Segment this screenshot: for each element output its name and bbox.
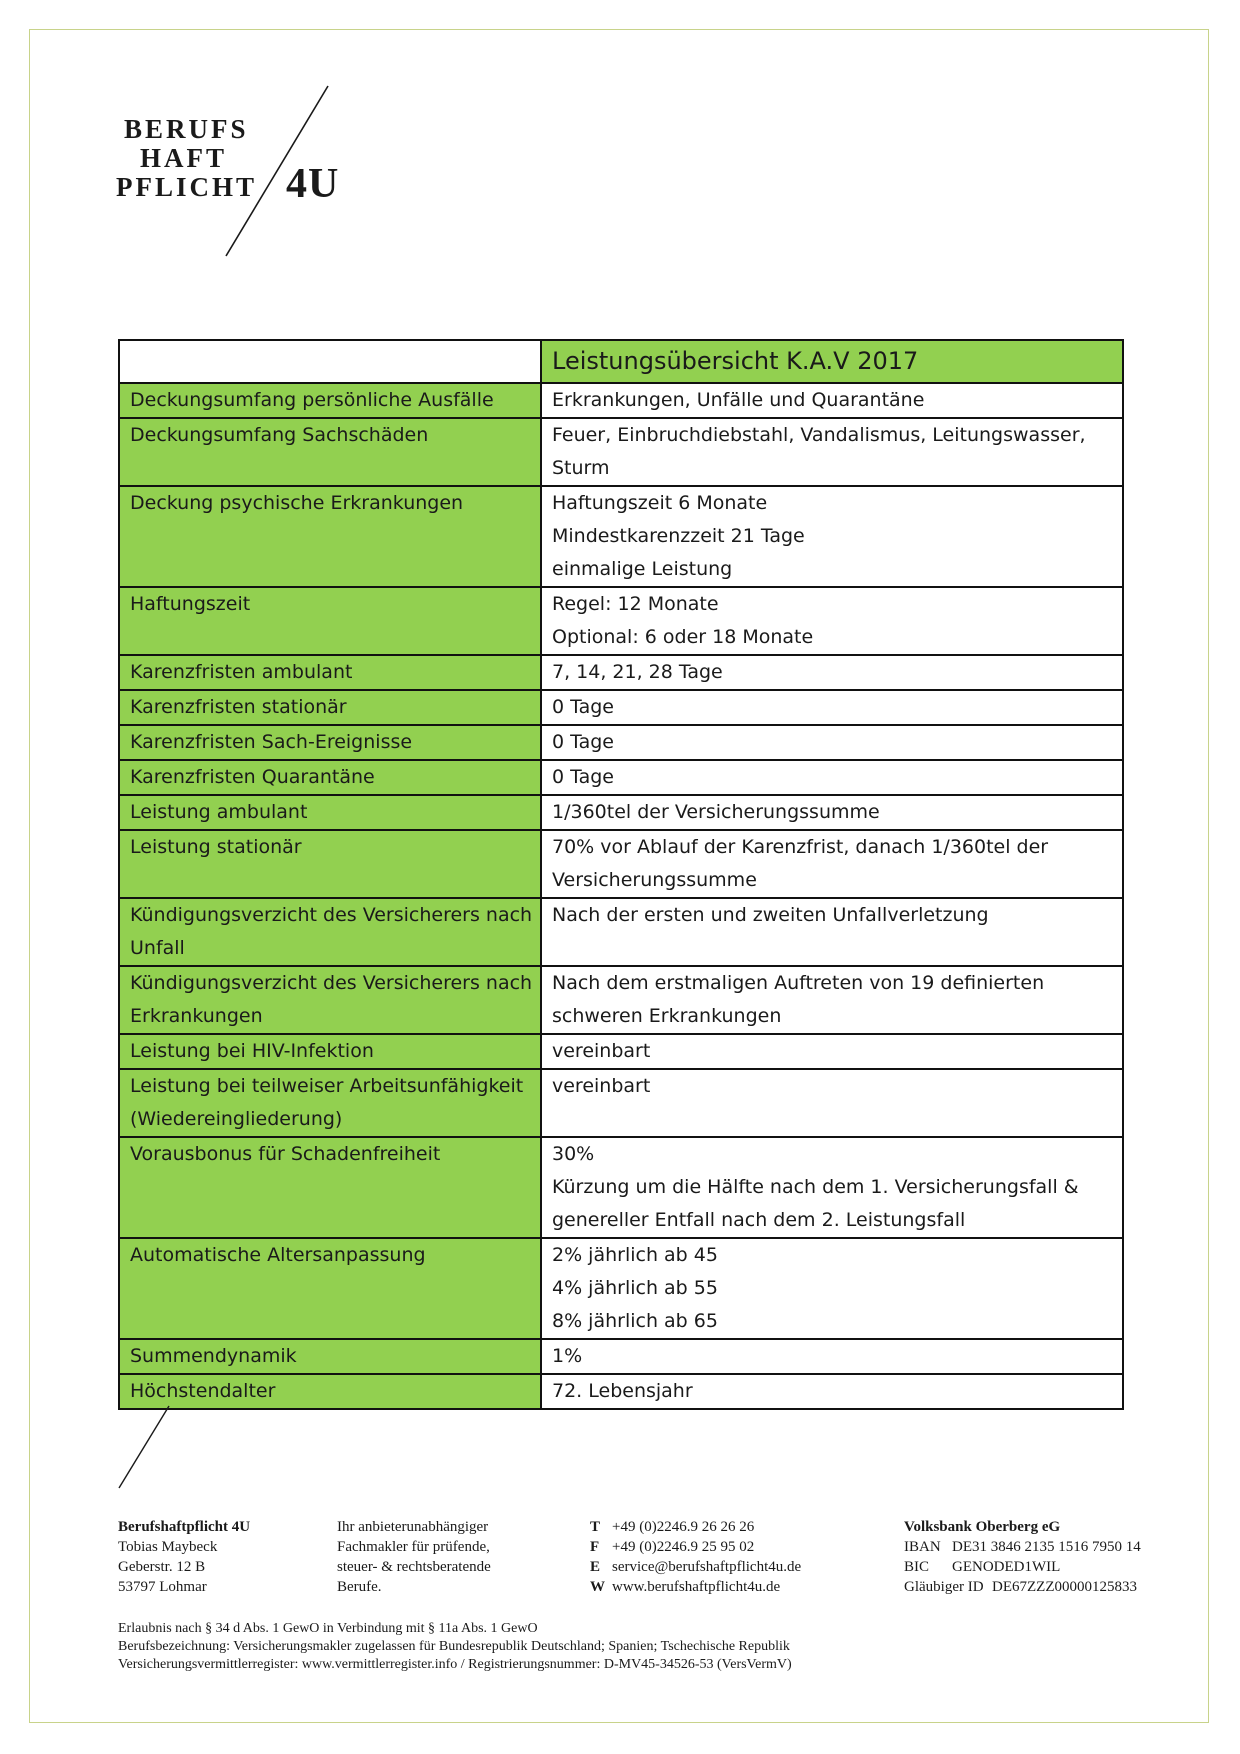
legal-line: Erlaubnis nach § 34 d Abs. 1 GewO in Verbindung mit § 11a Abs. 1 GewO [118,1621,538,1636]
row-label-line: Höchstendalter [130,1380,276,1402]
footer-company-street: Geberstr. 12 B [118,1559,206,1575]
row-label [119,1374,541,1409]
row-label [119,1034,541,1069]
row-value-line: schweren Erkrankungen [552,1005,782,1027]
row-value [541,1374,1123,1409]
footer-tagline-line: Berufe. [337,1579,382,1595]
footer-bank-bic [904,1557,1141,1577]
row-label-line: Leistung bei teilweiser Arbeitsunfähigkeit [130,1075,524,1097]
row-value [541,383,1123,418]
table-row [119,760,1123,795]
row-label-line: Erkrankungen [130,1005,263,1027]
row-value-line: 1% [552,1345,583,1367]
row-value-line: 0 Tage [552,696,614,718]
table-row [119,898,1123,966]
footer-bank [904,1517,1141,1597]
row-value-line: 7, 14, 21, 28 Tage [552,661,723,683]
footer-bank-name: Volksbank Oberberg eG [904,1519,1061,1535]
row-value-line: Regel: 12 Monate [552,593,719,615]
row-value-line: 0 Tage [552,731,614,753]
table-row [119,383,1123,418]
contact-key: W [590,1579,605,1595]
row-label-line: Unfall [130,937,185,959]
table-header-empty [119,340,541,383]
table-row [119,1069,1123,1137]
footer-contact-phone [590,1517,801,1537]
row-value [541,587,1123,655]
row-label [119,655,541,690]
row-value-line: genereller Entfall nach dem 2. Leistungsfall [552,1209,966,1231]
row-label [119,1137,541,1238]
row-label [119,898,541,966]
iban-value: DE31 3846 2135 1516 7950 14 [952,1539,1141,1555]
footer-bank-iban [904,1537,1141,1557]
row-label [119,725,541,760]
row-value-line: 4% jährlich ab 55 [552,1277,718,1299]
logo-word-berufs: BERUFS [124,114,249,144]
row-value-line: Nach der ersten und zweiten Unfallverletzung [552,904,989,926]
row-value-line: 2% jährlich ab 45 [552,1244,718,1266]
footer-contact [590,1517,801,1597]
row-value-line: Nach dem erstmaligen Auftreten von 19 definierten [552,972,1045,994]
logo-word-pflicht: PFLICHT [116,172,258,202]
row-label [119,1238,541,1339]
row-value-line: 0 Tage [552,766,614,788]
row-label-line: Karenzfristen stationär [130,696,347,718]
row-label-line: Karenzfristen Quarantäne [130,766,375,788]
row-label-line: Leistung bei HIV-Infektion [130,1040,374,1062]
row-value [541,1034,1123,1069]
row-value-line: einmalige Leistung [552,558,733,580]
footer-company [118,1517,250,1597]
row-label-line: Kündigungsverzicht des Versicherers nach [130,904,533,926]
row-label-line: Vorausbonus für Schadenfreiheit [130,1143,441,1165]
legal-line: Versicherungsvermittlerregister: www.vermittlerregister.info / Registrierungsnummer: D-MV45-34526-53 (VersVermV) [118,1657,792,1672]
footer-company-city: 53797 Lohmar [118,1579,207,1595]
table-title: Leistungsübersicht K.A.V 2017 [541,340,1123,383]
footer-bank-creditor [904,1577,1141,1597]
creditor-label: Gläubiger ID [904,1579,984,1595]
fax-value: +49 (0)2246.9 25 95 02 [612,1539,755,1555]
table-row [119,655,1123,690]
row-value-line: 30% [552,1143,595,1165]
table-row [119,1034,1123,1069]
row-value [541,418,1123,486]
footer-tagline [337,1517,491,1597]
row-label-line: Automatische Altersanpassung [130,1244,426,1266]
row-value-line: Erkrankungen, Unfälle und Quarantäne [552,389,925,411]
footer-tagline-line: steuer- & rechtsberatende [337,1559,491,1575]
row-value [541,966,1123,1034]
email-link[interactable]: service@berufshaftpflicht4u.de [612,1559,802,1575]
row-value-line: Versicherungssumme [552,869,757,891]
table-header-row [119,340,1123,383]
table-row [119,587,1123,655]
row-value [541,1339,1123,1374]
row-value [541,486,1123,587]
row-label-line: Karenzfristen ambulant [130,661,353,683]
footer-contact-web [590,1577,801,1597]
row-label [119,486,541,587]
row-label-line: Leistung stationär [130,836,302,858]
row-label [119,1069,541,1137]
row-label [119,690,541,725]
row-label [119,966,541,1034]
iban-label: IBAN [904,1539,941,1555]
company-logo [110,80,370,260]
row-value-line: Feuer, Einbruchdiebstahl, Vandalismus, Leitungswasser, [552,424,1086,446]
logo-word-haft: HAFT [140,143,228,173]
row-value-line: Sturm [552,457,610,479]
footer-company-person: Tobias Maybeck [118,1539,218,1555]
row-value [541,655,1123,690]
contact-key: E [590,1559,601,1575]
row-label-line: (Wiedereingliederung) [130,1108,343,1130]
row-value-line: 1/360tel der Versicherungssumme [552,801,880,823]
row-value [541,795,1123,830]
row-label [119,418,541,486]
phone-value[interactable]: +49 (0)2246.9 26 26 26 [612,1519,755,1535]
row-value-line: 70% vor Ablauf der Karenzfrist, danach 1/360tel der [552,836,1049,858]
row-label-line: Deckungsumfang Sachschäden [130,424,429,446]
row-value-line: Haftungszeit 6 Monate [552,492,768,514]
table-row [119,725,1123,760]
table-row [119,1137,1123,1238]
table-row [119,1339,1123,1374]
row-label-line: Deckungsumfang persönliche Ausfälle [130,389,494,411]
footer-tagline-line: Fachmakler für prüfende, [337,1539,490,1555]
table-row [119,418,1123,486]
row-value [541,1137,1123,1238]
row-value-line: Optional: 6 oder 18 Monate [552,626,814,648]
footer-slash-icon [115,1402,175,1492]
row-value [541,725,1123,760]
table-row [119,1374,1123,1409]
footer-company-name: Berufshaftpflicht 4U [118,1519,251,1535]
website-link[interactable]: www.berufshaftpflicht4u.de [612,1579,781,1595]
footer-contact-fax [590,1537,801,1557]
bic-value: GENODED1WIL [952,1559,1061,1575]
row-label-line: Kündigungsverzicht des Versicherers nach [130,972,533,994]
legal-line: Berufsbezeichnung: Versicherungsmakler zugelassen für Bundesrepublik Deutschland; Spanien; Tschechische Republik [118,1639,790,1654]
contact-key: F [590,1539,600,1555]
contact-key: T [590,1519,601,1535]
row-value-line: 72. Lebensjahr [552,1380,693,1402]
row-label-line: Summendynamik [130,1345,297,1367]
row-label [119,587,541,655]
row-value-line: 8% jährlich ab 65 [552,1310,718,1332]
row-label [119,760,541,795]
table-row [119,1238,1123,1339]
footer-contact-email [590,1557,801,1577]
row-value-line: Kürzung um die Hälfte nach dem 1. Versicherungsfall & [552,1176,1079,1198]
row-label [119,795,541,830]
row-label-line: Leistung ambulant [130,801,308,823]
row-value [541,1238,1123,1339]
footer-legal [118,1620,792,1674]
bic-label: BIC [904,1559,930,1575]
row-label-line: Deckung psychische Erkrankungen [130,492,464,514]
footer-tagline-line: Ihr anbieterunabhängiger [337,1519,489,1535]
row-value [541,690,1123,725]
row-value [541,898,1123,966]
row-label-line: Haftungszeit [130,593,251,615]
row-label [119,830,541,898]
logo-word-4u: 4U [286,161,340,207]
creditor-value: DE67ZZZ00000125833 [992,1579,1137,1595]
table-row [119,690,1123,725]
benefits-table [118,339,1124,1410]
row-value-line: vereinbart [552,1040,651,1062]
row-value-line: Mindestkarenzzeit 21 Tage [552,525,805,547]
table-row [119,966,1123,1034]
row-value [541,760,1123,795]
row-value-line: vereinbart [552,1075,651,1097]
row-value [541,830,1123,898]
table-row [119,486,1123,587]
row-value [541,1069,1123,1137]
row-label [119,383,541,418]
table-row [119,795,1123,830]
row-label-line: Karenzfristen Sach-Ereignisse [130,731,413,753]
row-label [119,1339,541,1374]
table-row [119,830,1123,898]
